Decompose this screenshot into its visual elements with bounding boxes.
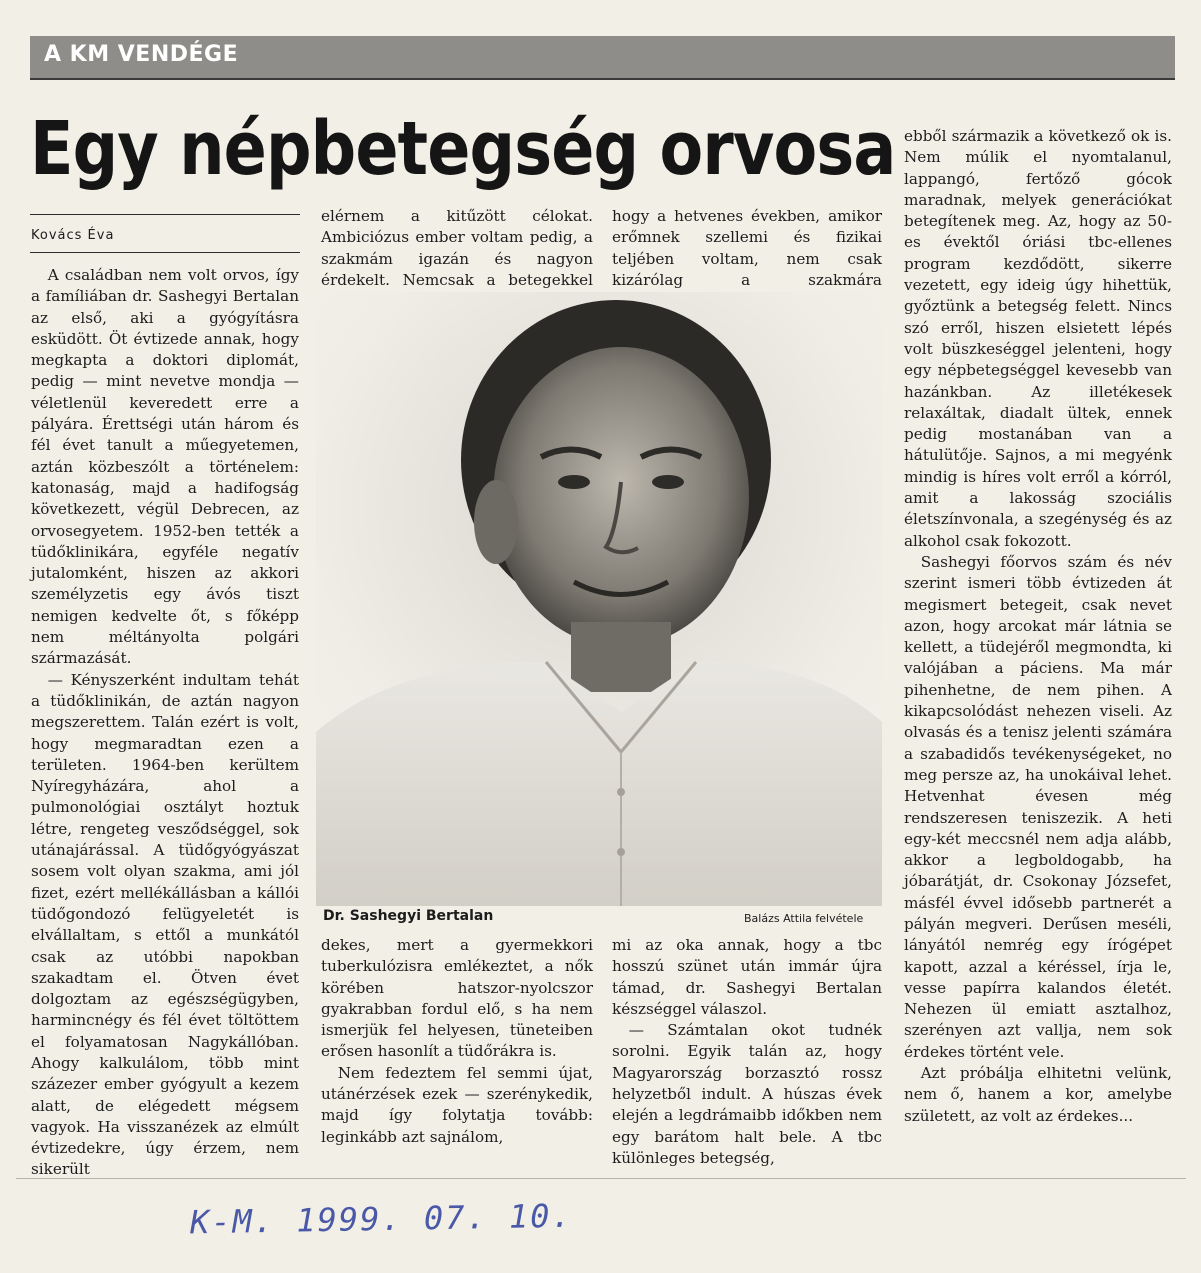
byline-bottom-rule xyxy=(30,252,300,253)
section-header-band xyxy=(30,36,1175,80)
paragraph: Sashegyi főorvos szám és név szerint ismeri több évtizeden át megismert betegeit, csak nevet azon, hogy arcokat már látnia se kellett, a tüdejéről megmondta, ki valójában a páciens. Ma már pihenhetne, de nem pihen. A kikapcsolódást nehezen viseli. Az olvasás és a tenisz jelenti számára a szabadidős tevékenységeket, no meg persze az, ha unokáival lehet. Hetvenhat évesen még rendszeresen teniszezik. A heti egy-két meccsnél nem adja alább, akkor a legboldogabb, ha jóbarátját, dr. Csokonay Józsefet, másfél évvel idősebb partnerét a pályán megveri. Derűsen meséli, lányától nemrég egy írógépet kapott, azzal a kéréssel, írja le, vesse papírra kalandos életét. Nehezen ül emiatt asztalhoz, szerényen azt vallja, nem sok érdekes történt vele. xyxy=(904,552,1172,1061)
article-column-4 xyxy=(904,126,1172,1127)
paragraph: dekes, mert a gyermekkori tuberkulózisra emlékeztet, a nők körében hatszor-nyolcszor gyakrabban fordul elő, s ha nem ismerjük fel helyesen, tüneteiben erősen hasonlít a tüdőrákra is. xyxy=(321,936,593,1061)
paragraph: — Számtalan okot tudnék sorolni. Egyik talán az, hogy Magyarország borzasztó rossz helyzetből indult. A húszas évek elején a legdrámaibb időkben nem egy barátom halt bele. A tbc különleges betegség, xyxy=(612,1021,882,1167)
article-column-2-bottom xyxy=(321,935,593,1148)
photo-caption-name: Dr. Sashegyi Bertalan xyxy=(323,908,494,924)
portrait-illustration xyxy=(316,292,882,906)
paragraph: Nem fedeztem fel semmi újat, utánérzések ezek — szerénykedik, majd így folytatja tovább: leginkább azt sajnálom, xyxy=(321,1063,593,1146)
byline-top-rule xyxy=(30,214,300,215)
paragraph: elérnem a kitűzött célokat. Ambiciózus ember voltam pedig, a szakmám igazán és nagyon érdekelt. Nemcsak a betegekkel xyxy=(321,207,593,289)
paragraph: — Kényszerként indultam tehát a tüdőklinikán, de aztán nagyon megszerettem. Talán ezért is volt, hogy megmaradtan ezen a területen. 1964-ben kerültem Nyíregyházára, ahol a pulmonológiai osztályt hoztuk létre, rengeteg vesződséggel, sok utánajárással. A tüdőgyógyászat sosem volt olyan szakma, ami jól fizet, ezért mellékállásban a kállói tüdőgondozó felügyeletét is elvállaltam, s ettől a munkától csak az utóbbi napokban szakadtam el. Ötven évet dolgoztam az egészségügyben, harmincnégy és fél évet töltöttem el folyamatosan Nagykállóban. Ahogy kalkulálom, több mint százezer ember gyógyult a kezem alatt, de elégedett mégsem vagyok. Ha visszanézek az elmúlt évtizedekre, úgy érzem, nem sikerült xyxy=(31,670,299,1179)
headline: Egy népbetegség orvosa xyxy=(30,106,896,192)
article-column-3-bottom xyxy=(612,935,882,1169)
article-column-1 xyxy=(31,265,299,1181)
clipping-bottom-rule xyxy=(16,1178,1186,1179)
paragraph: A családban nem volt orvos, így a famíliában dr. Sashegyi Bertalan az első, aki a gyógyításra esküdött. Öt évtizede annak, hogy megkapta a doktori diplomát, pedig — mint nevetve mondja — véletlenül keveredett erre a pályára. Érettségi után három és fél évet tanult a műegyetemen, aztán közbeszólt a történelem: katonaság, majd a hadifogság következett, végül Debrecen, az orvosegyetem. 1952-ben tették a tüdőklinikára, egyféle negatív jutalomként, hiszen az akkori személyzetis egy ávós tiszt nemigen kedvelte őt, s főképp nem méltányolta polgári származását. xyxy=(31,266,299,668)
paragraph: ebből származik a következő ok is. Nem múlik el nyomtalanul, lappangó, fertőző gócok maradnak, melyek generációkat betegítenek meg. Az, hogy az 50-es évektől óriási tbc-ellenes program kezdődött, sikerre vezetett, egy ideig úgy hihettük, győztünk a betegség felett. Nincs szó erről, hiszen elsietett lépés volt büszkeséggel jelenteni, hogy egy népbetegséggel kevesebb van hazánkban. Az illetékesek relaxáltak, diadalt ültek, ennek pedig mostanában van a hátulütője. Sajnos, a mi megyénk mindig is híres volt erről a kórról, amit a lakosság szociális életszínvonala, a szegénység és az alkohol csak fokozott. xyxy=(904,127,1172,550)
paragraph: Azt próbálja elhitetni velünk, nem ő, hanem a kor, amelybe született, az volt az érdekes... xyxy=(904,1064,1172,1125)
portrait-photo xyxy=(316,292,882,906)
paragraph: hogy a hetvenes években, amikor erőmnek szellemi és fizikai teljében voltam, nem csak kizárólag a szakmára xyxy=(612,207,882,289)
paragraph: mi az oka annak, hogy a tbc hosszú szünet után immár újra támad, dr. Sashegyi Bertalan készséggel válaszol. xyxy=(612,936,882,1018)
photo-credit: Balázs Attila felvétele xyxy=(744,912,864,925)
handwritten-date-note: K-M. 1999. 07. 10. xyxy=(189,1196,574,1242)
section-label: A KM VENDÉGE xyxy=(44,42,239,67)
byline: Kovács Éva xyxy=(31,228,115,243)
